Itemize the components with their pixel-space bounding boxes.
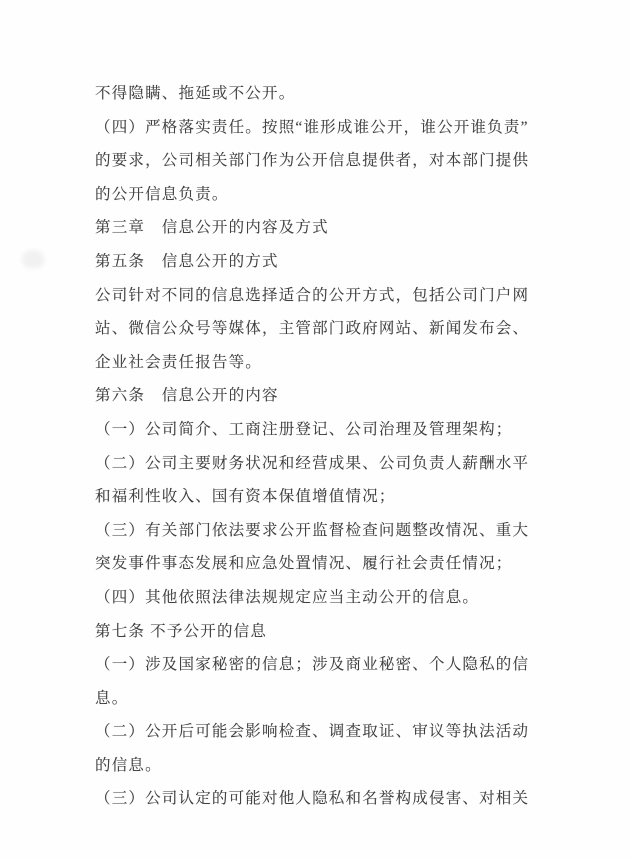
text-line: 息。	[95, 689, 129, 707]
scan-smudge-artifact	[22, 250, 44, 268]
text-line: （四）严格落实责任。按照“谁形成谁公开，谁公开谁负责”	[95, 118, 529, 136]
text-line: 突发事件事态发展和应急处置情况、履行社会责任情况；	[95, 555, 513, 573]
text-line: 的信息。	[95, 756, 162, 774]
chapter-heading: 第三章 信息公开的内容及方式	[95, 219, 329, 237]
text-line: （四）其他依照法律法规规定应当主动公开的信息。	[95, 588, 480, 606]
text-line: 站、微信公众号等媒体，主管部门政府网站、新闻发布会、	[95, 320, 530, 338]
text-line: 的公开信息负责。	[95, 185, 229, 203]
text-line: （三）公司认定的可能对他人隐私和名誉构成侵害、对相关	[95, 790, 530, 808]
text-line: （二）公开后可能会影响检查、调查取证、审议等执法活动	[95, 723, 530, 741]
text-line: （三）有关部门依法要求公开监督检查问题整改情况、重大	[95, 521, 530, 539]
text-line: 公司针对不同的信息选择适合的公开方式，包括公司门户网	[95, 286, 530, 304]
text-line: 的要求，公司相关部门作为公开信息提供者，对本部门提供	[95, 152, 530, 170]
article-heading: 第五条 信息公开的方式	[95, 252, 279, 270]
document-body	[95, 77, 555, 816]
text-line: （一）涉及国家秘密的信息；涉及商业秘密、个人隐私的信	[95, 656, 530, 674]
text-line: 不得隐瞒、拖延或不公开。	[95, 85, 296, 102]
text-line: （二）公司主要财务状况和经营成果、公司负责人薪酬水平	[95, 454, 530, 472]
article-heading: 第六条 信息公开的内容	[95, 387, 279, 405]
text-line: 和福利性收入、国有资本保值增值情况；	[95, 488, 396, 506]
text-line: 企业社会责任报告等。	[95, 353, 263, 371]
text-line: （一）公司简介、工商注册登记、公司治理及管理架构；	[95, 420, 513, 438]
article-heading: 第七条 不予公开的信息	[95, 622, 268, 640]
